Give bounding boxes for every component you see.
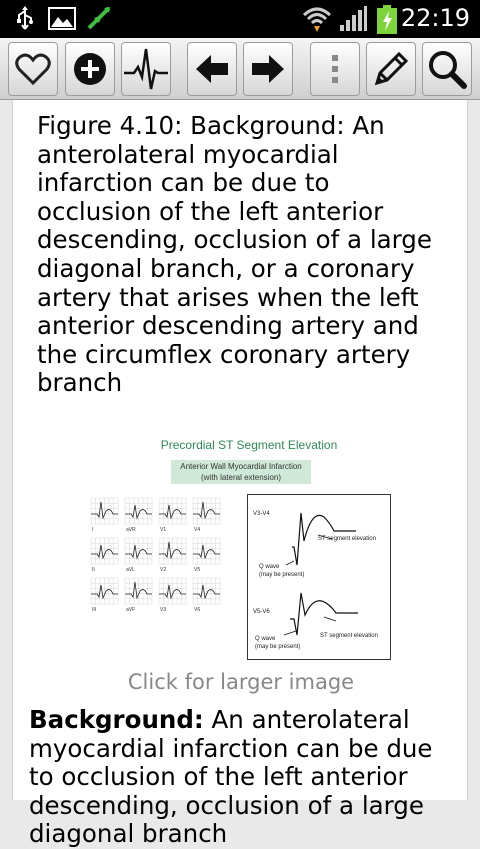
inset-bottom-st-pointer	[324, 617, 336, 621]
toolbar	[0, 38, 480, 100]
ecg-lead-label: III	[92, 607, 97, 613]
background-paragraph	[29, 706, 449, 849]
image-subheading-line-2: (with lateral extension)	[200, 473, 282, 482]
sync-icon	[86, 5, 112, 35]
signal-icon	[338, 5, 368, 37]
inset-top-st-label: ST segment elevation	[318, 536, 376, 542]
ecg-lead-v2	[159, 538, 186, 573]
image-subheading	[171, 460, 311, 484]
arrow-right-icon	[250, 52, 286, 86]
inset-bottom-q-note: (may be present)	[255, 644, 301, 650]
ecg-lead-v1	[159, 498, 186, 533]
ecg-lead-avr	[125, 498, 152, 533]
ecg-inset-diagram	[247, 494, 391, 660]
background-label: Background:	[29, 705, 204, 734]
search-button[interactable]	[422, 42, 472, 96]
ecg-lead-v3	[159, 578, 186, 613]
ecg-button[interactable]	[121, 42, 171, 96]
inset-bottom-label: V5-V6	[253, 609, 270, 615]
menu-dots-icon	[329, 51, 341, 87]
ecg-lead-label: I	[92, 527, 94, 533]
ecg-lead-v5	[193, 538, 220, 573]
ecg-lead-label: V2	[160, 567, 167, 573]
usb-icon	[14, 5, 36, 35]
content-panel	[12, 100, 468, 848]
ecg-lead-iii	[91, 578, 118, 613]
figure-title: Figure 4.10: Background: An anterolateral myocardial infarction can be due to occlusion of the left anterior descending, occlusion of a large diagonal branch, or a coronary artery that arises when the left anterior descending artery and the circumflex coronary artery branch	[37, 111, 432, 398]
plus-circle-icon	[72, 51, 108, 87]
battery-charging-icon	[376, 5, 398, 39]
inset-top-label: V3-V4	[253, 511, 270, 517]
ecg-lead-v6	[193, 578, 220, 613]
inset-top-q-label: Q wave	[259, 564, 280, 570]
ecg-12-lead-grid	[89, 496, 227, 622]
figure-image[interactable]	[89, 434, 399, 666]
click-larger-link[interactable]: Click for larger image	[127, 670, 355, 694]
gallery-icon	[48, 5, 76, 35]
image-heading: Precordial ST Segment Elevation	[160, 438, 338, 452]
inset-bottom-q-pointer	[284, 631, 296, 635]
forward-button[interactable]	[243, 42, 293, 96]
heart-icon	[15, 52, 51, 86]
ecg-lead-label: aVR	[126, 527, 136, 533]
search-icon	[427, 49, 467, 89]
ecg-lead-label: V3	[160, 607, 167, 613]
ecg-lead-label: aVL	[126, 567, 135, 573]
ecg-lead-label: aVF	[126, 607, 136, 613]
favorite-button[interactable]	[8, 42, 58, 96]
inset-bottom-q-label: Q wave	[255, 636, 276, 642]
arrow-left-icon	[194, 52, 230, 86]
status-bar	[0, 0, 480, 38]
inset-bottom-st-label: ST segment elevation	[320, 633, 378, 639]
ecg-lead-label: II	[92, 567, 95, 573]
ecg-lead-label: V5	[194, 567, 201, 573]
image-subheading-line-1: Anterior Wall Myocardial Infarction	[180, 462, 302, 471]
background-text: An anterolateral myocardial infarction can be due to occlusion of the left anterior descending, occlusion of a large diagonal branch	[29, 705, 433, 848]
ecg-lead-i	[91, 498, 118, 533]
wifi-icon	[302, 5, 332, 37]
ecg-lead-v4	[193, 498, 220, 533]
ecg-lead-label: V1	[160, 527, 167, 533]
ecg-lead-avl	[125, 538, 152, 573]
ecg-lead-avf	[125, 578, 152, 613]
clock: 22:19	[400, 4, 470, 32]
back-button[interactable]	[187, 42, 237, 96]
edit-button[interactable]	[366, 42, 416, 96]
inset-top-q-pointer	[286, 561, 294, 565]
ecg-lead-label: V4	[194, 527, 201, 533]
add-button[interactable]	[65, 42, 115, 96]
pencil-icon	[371, 49, 411, 89]
ecg-lead-ii	[91, 538, 118, 573]
ecg-waveform-icon	[122, 47, 170, 91]
inset-bottom-waveform	[290, 593, 358, 635]
ecg-lead-label: V6	[194, 607, 201, 613]
inset-top-q-note: (may be present)	[259, 572, 305, 578]
overflow-menu-button[interactable]	[310, 42, 360, 96]
